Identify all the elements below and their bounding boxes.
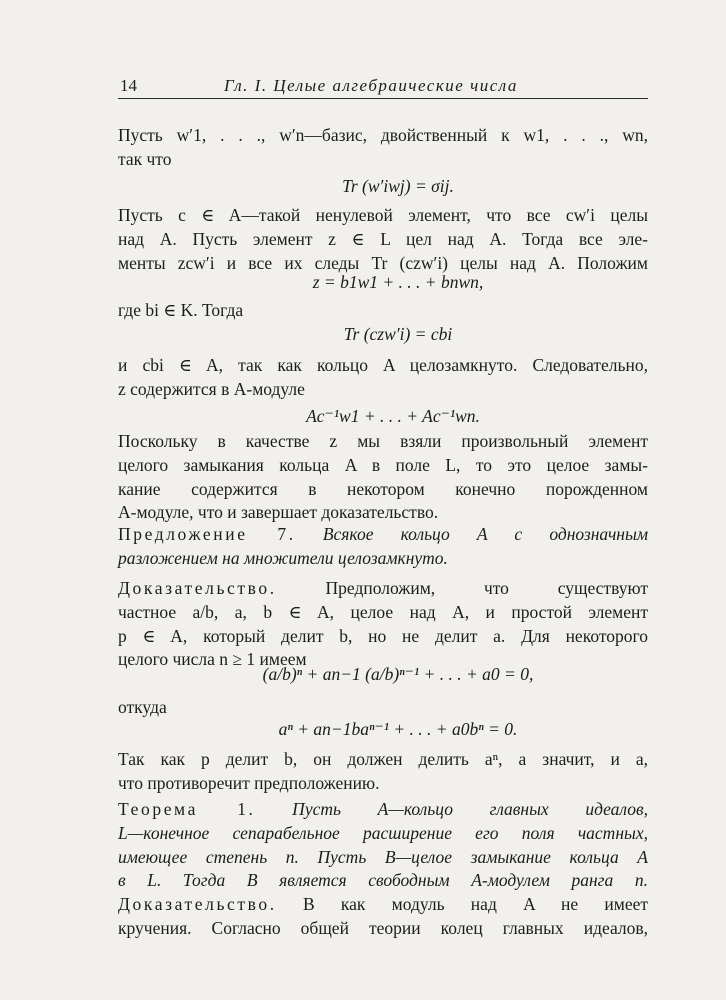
paragraph-conclusion	[118, 430, 648, 525]
proof-text: B как модуль над A не имеет	[276, 894, 648, 914]
text-line: p ∈ A, который делит b, но не делит a. Для некоторого	[118, 625, 648, 646]
text-line: целого числа n ≥ 1 имеем	[118, 649, 307, 670]
paragraph-contradiction	[118, 748, 648, 796]
running-header	[118, 76, 648, 99]
page-number: 14	[120, 76, 137, 95]
text-line: разложением на множители целозамкнуто.	[118, 547, 448, 568]
text-line: кручения. Согласно общей теории колец главных идеалов,	[118, 917, 648, 938]
proof-label: Доказательство.	[118, 578, 277, 598]
proof-label: Доказательство.	[118, 894, 277, 914]
proposition-label: Предложение 7.	[118, 524, 296, 544]
text-line	[118, 577, 648, 601]
text-line: Поскольку в качестве z мы взяли произвольный элемент	[118, 431, 648, 451]
theorem-1	[118, 798, 648, 893]
proof-proposition-7	[118, 577, 648, 672]
proof-text: Предположим, что существуют	[276, 578, 648, 598]
theorem-label: Теорема 1.	[118, 799, 256, 819]
text-line: и cbi ∈ A, так как кольцо A целозамкнуто. Следовательно,	[118, 355, 648, 375]
text-line: менты zcw′i и все их следы Tr (czw′i) целы над A. Положим	[118, 252, 648, 273]
equation-z-expansion: z = b1w1 + . . . + bnwn,	[312, 272, 484, 292]
text-line: кание содержится в некотором конечно порожденном	[118, 478, 648, 499]
paragraph-dual-basis	[118, 124, 648, 172]
chapter-title: Гл. I. Целые алгебраические числа	[224, 76, 518, 95]
text-line	[118, 523, 648, 547]
text-line: L—конечное сепарабельное расширение его поля частных,	[118, 822, 648, 843]
text-line	[118, 893, 648, 917]
text-line: Пусть c ∈ A—такой ненулевой элемент, что все cw′i целы	[118, 205, 648, 225]
theorem-text: Пусть A—кольцо главных идеалов,	[255, 799, 648, 819]
paragraph-choose-c	[118, 204, 648, 275]
equation-module-sum: Ac⁻¹w1 + . . . + Ac⁻¹wn.	[306, 406, 480, 426]
equation-polynomial-ab: (a/b)ⁿ + an−1 (a/b)ⁿ⁻¹ + . . . + a0 = 0,	[262, 664, 534, 684]
equation-polynomial-cleared: aⁿ + an−1baⁿ⁻¹ + . . . + a0bⁿ = 0.	[278, 719, 518, 739]
text-line: Так как p делит b, он должен делить aⁿ, а значит, и a,	[118, 749, 648, 769]
text-line: что противоречит предположению.	[118, 772, 380, 793]
text-line: Пусть w′1, . . ., w′n—базис, двойственный к w1, . . ., wn,	[118, 125, 648, 145]
text-line: целого замыкания кольца A в поле L, то это целое замы-	[118, 454, 648, 475]
text-line: A-модуле, что и завершает доказательство.	[118, 502, 439, 523]
text-line: где bi ∈ K. Тогда	[118, 300, 244, 320]
proposition-text: Всякое кольцо A с однозначным	[295, 524, 649, 544]
paragraph-integrally-closed	[118, 354, 648, 402]
text-line: частное a/b, a, b ∈ A, целое над A, и простой элемент	[118, 601, 648, 622]
book-page	[118, 0, 650, 1000]
text-line: откуда	[118, 697, 167, 717]
text-line	[118, 798, 648, 822]
text-line: так что	[118, 148, 172, 169]
proof-theorem-1	[118, 893, 648, 941]
equation-trace-czw: Tr (czw′i) = cbi	[343, 324, 453, 344]
proposition-7	[118, 523, 648, 571]
text-line: z содержится в A-модуле	[118, 378, 305, 399]
paragraph-where-bi	[118, 299, 648, 323]
text-line: в L. Тогда B является свободным A-модулем ранга n.	[118, 870, 648, 891]
equation-trace-dual: Tr (w′iwj) = σij.	[342, 176, 454, 196]
text-line: над A. Пусть элемент z ∈ L цел над A. Тогда все эле-	[118, 228, 648, 249]
text-line: имеющее степень n. Пусть B—целое замыкание кольца A	[118, 846, 648, 867]
